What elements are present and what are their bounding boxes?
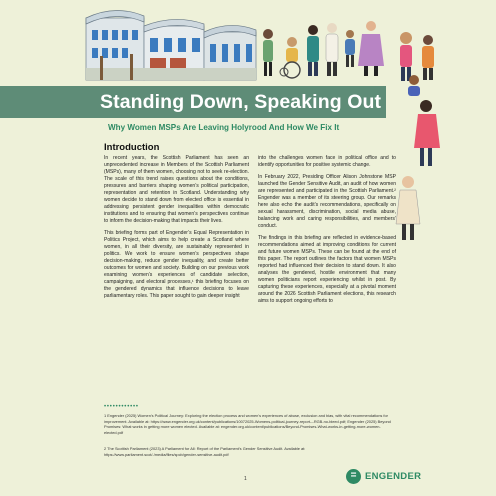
equals-icon: = <box>346 469 361 484</box>
parliament-building-illustration <box>86 10 256 80</box>
section-heading: Introduction <box>104 142 160 153</box>
text-column-left <box>104 155 249 305</box>
side-illustration <box>386 0 496 300</box>
footnote-1: 1 Engender (2025) Women’s Political Journey: Exploring the election process and women’s experiences of abuse, exclusion and bias, with vital recommendations for improvement. Available at: https://www.engender.org.uk/content/publications/10072025-Womens-political-journey-report---RGB-no-bleed.pdf; Engender (2025) Beyond Promises: What works in getting more women elected. Available at: engender.org.uk/content/publications/Beyond-Promises-What-works-in-getting-more-women-elected.pdf <box>104 413 391 435</box>
paragraph: The findings in this briefing are reflected in evidence-based recommendations aimed at improving conditions for current and future women MSPs. These can be found at the end of this paper. The report outlines the factors that women MSPs reported had influenced their decision to stand down. It also analyses the gendered, hostile environment that many women politicians report experiencing whilst in post. By capturing these experiences, especially at a pivotal moment around the 2026 Scottish Parliament elections, this research aims to support ongoing efforts to <box>258 235 396 304</box>
page-subtitle: Why Women MSPs Are Leaving Holyrood And How We Fix It <box>108 123 340 132</box>
paragraph: In February 2022, Presiding Officer Alison Johnstone MSP launched the Gender Sensitive Audit, an audit of how women are represented and participated in the Scottish Parliament.² Engender was a member of its steering group. Our remarks here also echo the audit’s recommendations, specifically on sexual harassment, discrimination, social media abuse, balancing work and caring responsibilities, and members’ conduct. <box>258 174 396 229</box>
paragraph: into the challenges women face in political office and to identify opportunities for positive systemic change. <box>258 155 396 168</box>
paragraph: This briefing forms part of Engender’s Equal Representation in Politics Project, which aims to help create a Scotland where women, in all their diversity, are sustainably represented in politics. We work to ensure women’s perspectives shape decision-making, reduce gender inequality, and create better outcomes for women and society. Building on our previous work examining women’s experiences of candidate selection, campaigning, and electoral processes,¹ this briefing focuses on the gendered dynamics that influence decisions to leave parliamentary roles. This paper sought to gain deeper insight <box>104 230 249 299</box>
text-column-right <box>258 155 396 310</box>
paragraph: In recent years, the Scottish Parliament has seen an unprecedented increase in Members of the Scottish Parliament (MSPs), many of them women, choosing not to seek re-election. The scale of this trend raises questions about the conditions, pressures and barriers shaping women’s political participation, representation and retention in Scotland. Understanding why women decide to stand down from elected office is essential in addressing persistent gender inequalities within democratic institutions and to ensuring that women’s perspectives continue to inform the decision-making that impacts their lives. <box>104 155 249 224</box>
page-number: 1 <box>244 476 247 482</box>
footnote-separator: •••••••••••• <box>104 404 139 410</box>
page-title: Standing Down, Speaking Out <box>100 91 382 113</box>
engender-logo <box>346 469 421 484</box>
people-illustration <box>263 21 384 78</box>
people-illustration-right <box>396 32 440 240</box>
footnote-2: 2 The Scottish Parliament (2023) A Parliament for All: Report of the Parliament’s Gender Sensitive Audit. Available at: https://www.parliament.scot/-/media/files/spcb/gender-sensitive-audit.pdf <box>104 446 306 457</box>
logo-text: ENGENDER <box>365 471 422 482</box>
